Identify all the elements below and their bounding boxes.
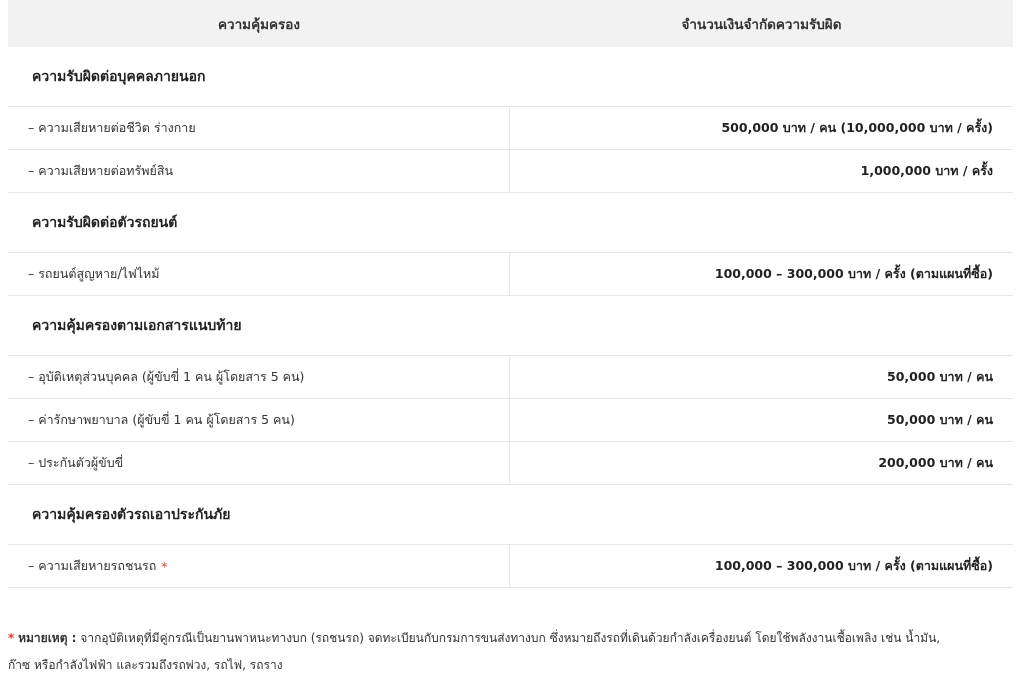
coverage-cell: – อุบัติเหตุส่วนบุคคล (ผู้ขับขี่ 1 คน ผู้โดยสาร 5 คน) (8, 356, 510, 398)
section-title: ความรับผิดต่อตัวรถยนต์ (8, 193, 1013, 253)
footnote-line-1 (8, 625, 1013, 652)
footnote-text-1: จากอุบัติเหตุที่มีคู่กรณีเป็นยานพาหนะทางบก (รถชนรถ) จดทะเบียนกับกรมการขนส่งทางบก ซึ่งหมายถึงรถที่เดินด้วยกำลังเครื่องยนต์ โดยใช้พลังงานเชื้อเพลิง เช่น น้ำมัน, (76, 631, 941, 645)
required-asterisk: * (161, 558, 168, 574)
coverage-text: – ความเสียหายรถชนรถ (28, 558, 157, 573)
section-title: ความคุ้มครองตัวรถเอาประกันภัย (8, 485, 1013, 545)
section-title: ความคุ้มครองตามเอกสารแนบท้าย (8, 296, 1013, 356)
coverage-cell: – ประกันตัวผู้ขับขี่ (8, 442, 510, 484)
table-row (8, 356, 1013, 399)
footnote (8, 625, 1013, 679)
amount-cell: 100,000 – 300,000 บาท / ครั้ง (ตามแผนที่ซื้อ) (714, 266, 993, 281)
footnote-line-2: ก๊าซ หรือกำลังไฟฟ้า และรวมถึงรถพ่วง, รถไฟ, รถราง (8, 658, 283, 672)
amount-cell: 50,000 บาท / คน (887, 412, 993, 427)
header-coverage: ความคุ้มครอง (217, 16, 300, 33)
coverage-cell: – ค่ารักษาพยาบาล (ผู้ขับขี่ 1 คน ผู้โดยสาร 5 คน) (8, 399, 510, 441)
coverage-table (8, 0, 1013, 588)
amount-cell: 500,000 บาท / คน (10,000,000 บาท / ครั้ง) (721, 120, 993, 135)
table-row (8, 545, 1013, 588)
coverage-cell: – รถยนต์สูญหาย/ไฟไหม้ (8, 253, 510, 295)
footnote-asterisk: * (8, 631, 15, 645)
amount-cell: 100,000 – 300,000 บาท / ครั้ง (ตามแผนที่ซื้อ) (714, 558, 993, 573)
coverage-cell: – ความเสียหายต่อชีวิต ร่างกาย (8, 107, 510, 149)
coverage-cell (8, 545, 510, 587)
coverage-cell: – ความเสียหายต่อทรัพย์สิน (8, 150, 510, 192)
amount-cell: 50,000 บาท / คน (887, 369, 993, 384)
table-row (8, 150, 1013, 193)
table-row (8, 399, 1013, 442)
amount-cell: 1,000,000 บาท / ครั้ง (860, 163, 993, 178)
table-header (8, 0, 1013, 47)
table-row (8, 107, 1013, 150)
header-limit: จำนวนเงินจำกัดความรับผิด (681, 16, 842, 33)
footnote-label: หมายเหตุ : (18, 631, 77, 645)
amount-cell: 200,000 บาท / คน (878, 455, 993, 470)
table-row (8, 253, 1013, 296)
table-row (8, 442, 1013, 485)
section-title: ความรับผิดต่อบุคคลภายนอก (8, 47, 1013, 107)
